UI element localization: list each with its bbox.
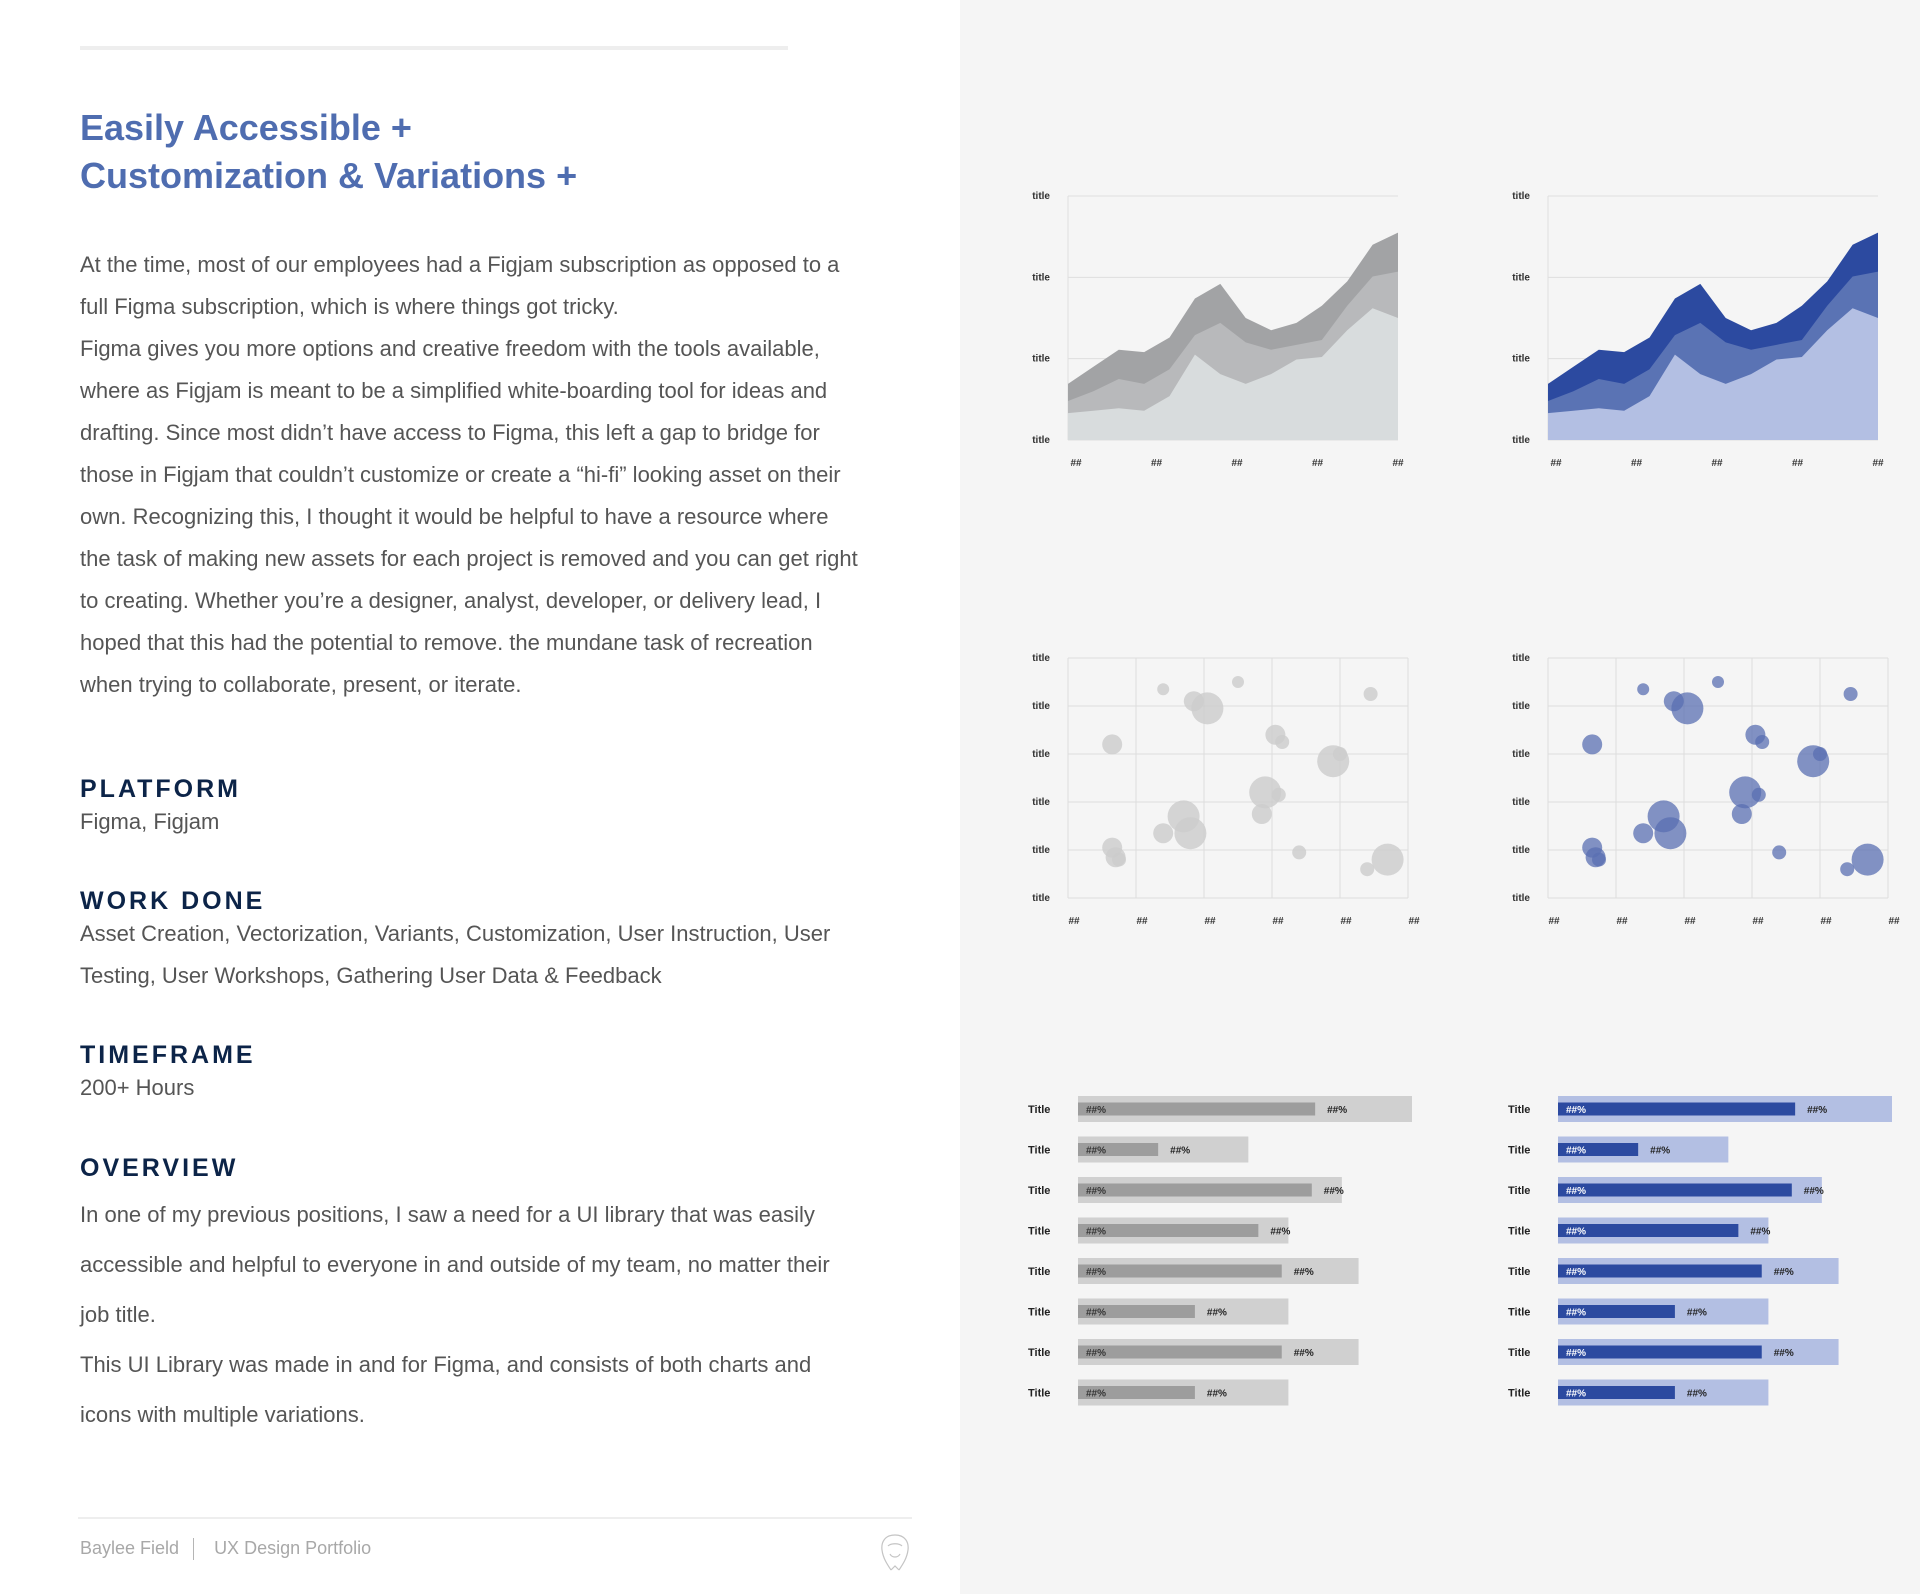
bar-inner-label: ##%: [1086, 1307, 1107, 1319]
bar-outer-label: ##%: [1773, 1267, 1794, 1278]
bar-value: [1558, 1103, 1795, 1116]
y-tick-label: title: [1512, 191, 1530, 202]
footer: [80, 1536, 371, 1560]
bar-outer-label: ##%: [1650, 1145, 1671, 1157]
bar-value: [1558, 1184, 1792, 1197]
bar-outer-label: ##%: [1686, 1307, 1707, 1319]
bubble: [1102, 734, 1122, 754]
bar-inner-label: ##%: [1566, 1186, 1587, 1197]
x-tick-label: ##: [1630, 458, 1643, 469]
bar-category-label: Title: [1028, 1387, 1051, 1400]
y-tick-label: title: [1032, 272, 1050, 284]
bar-category-label: Title: [1028, 1347, 1051, 1359]
bubble: [1852, 844, 1884, 876]
y-tick-label: title: [1512, 272, 1530, 284]
bubble: [1174, 817, 1206, 849]
bar-outer-label: ##%: [1206, 1388, 1227, 1400]
x-tick-label: ##: [1231, 458, 1243, 469]
bubble: [1272, 788, 1286, 802]
x-tick-label: ##: [1548, 916, 1560, 927]
bubble: [1232, 676, 1244, 688]
footer-name: Baylee Field: [80, 1538, 180, 1558]
bar-value: [1078, 1103, 1315, 1116]
bar-value: [1078, 1265, 1282, 1278]
y-tick-label: title: [1512, 749, 1530, 760]
title-line-2: Customization & Variations +: [80, 155, 578, 196]
bubble: [1582, 734, 1602, 754]
y-tick-label: title: [1032, 435, 1050, 446]
title-line-1: Easily Accessible +: [80, 107, 412, 148]
bubble: [1772, 845, 1786, 859]
bar-inner-label: ##%: [1086, 1105, 1107, 1116]
bubble: [1275, 735, 1289, 749]
y-tick-label: title: [1512, 653, 1530, 664]
y-tick-label: title: [1512, 893, 1530, 904]
bubble: [1732, 804, 1752, 824]
bar-outer-label: ##%: [1323, 1186, 1344, 1197]
y-tick-label: title: [1512, 435, 1530, 446]
bar-category-label: Title: [1028, 1185, 1051, 1197]
bar-inner-label: ##%: [1566, 1226, 1587, 1238]
bubble: [1755, 735, 1769, 749]
bar-inner-label: ##%: [1566, 1348, 1587, 1359]
x-tick-label: ##: [1616, 916, 1628, 927]
bar-category-label: Title: [1508, 1104, 1531, 1116]
bar-value: [1078, 1346, 1282, 1359]
bar-inner-label: ##%: [1566, 1145, 1587, 1157]
bubble: [1191, 692, 1223, 724]
bar-value: [1558, 1265, 1762, 1278]
bar-category-label: Title: [1508, 1144, 1531, 1157]
bubble: [1153, 823, 1173, 843]
bar-outer-label: ##%: [1170, 1145, 1191, 1157]
bubble: [1671, 692, 1703, 724]
bubble: [1592, 853, 1606, 867]
bar-outer-label: ##%: [1293, 1267, 1314, 1278]
y-tick-label: title: [1032, 191, 1050, 202]
overview-paragraph-2: This UI Library was made in and for Figma, and consists of both charts and icons with multiple variations.: [80, 1352, 812, 1427]
bar-outer-label: ##%: [1803, 1186, 1824, 1197]
bar-category-label: Title: [1508, 1387, 1531, 1400]
bar-inner-label: ##%: [1086, 1145, 1107, 1157]
bar-category-label: Title: [1508, 1185, 1531, 1197]
bar-inner-label: ##%: [1086, 1186, 1107, 1197]
y-tick-label: title: [1512, 845, 1530, 856]
x-tick-label: ##: [1272, 916, 1284, 927]
bubble: [1252, 804, 1272, 824]
intro-text: [80, 244, 860, 706]
overview-heading: OVERVIEW: [80, 1154, 239, 1182]
y-tick-label: title: [1512, 797, 1530, 808]
intro-paragraph-1: At the time, most of our employees had a Figjam subscription as opposed to a full Figma subscription, which is where things got tricky.: [80, 252, 840, 319]
y-tick-label: title: [1512, 353, 1530, 365]
x-tick-label: ##: [1684, 916, 1696, 927]
bubble: [1360, 862, 1374, 876]
platform-value: Figma, Figjam: [80, 809, 220, 834]
top-divider: [80, 46, 788, 50]
bubble: [1844, 687, 1858, 701]
bar-inner-label: ##%: [1086, 1348, 1107, 1359]
bubble: [1333, 747, 1347, 761]
bubble: [1364, 687, 1378, 701]
bar-category-label: Title: [1508, 1225, 1531, 1238]
bubble: [1752, 788, 1766, 802]
footer-divider: [78, 1517, 912, 1519]
y-tick-label: title: [1032, 749, 1050, 760]
bar-category-label: Title: [1028, 1306, 1051, 1319]
overview-text: [80, 1190, 860, 1440]
bubble: [1712, 676, 1724, 688]
logo-icon: [878, 1532, 912, 1574]
work-done-heading: WORK DONE: [80, 887, 266, 915]
bar-inner-label: ##%: [1086, 1388, 1107, 1400]
bar-category-label: Title: [1508, 1306, 1531, 1319]
bar-category-label: Title: [1028, 1225, 1051, 1238]
intro-paragraph-2: Figma gives you more options and creative freedom with the tools available, where as Figjam is meant to be a simplified white-boarding tool for ideas and drafting. Since most didn’t have access to Figma, this left a gap to bridge for those in Figjam that couldn’t customize or create a “hi-fi” looking asset on their own. Recognizing this, I thought it would be helpful to have a resource where the task of making new assets for each project is removed and you can get right to creating. Whether you’re a designer, analyst, developer, or delivery lead, I hoped that this had the potential to remove. the mundane task of recreation when trying to collaborate, present, or iterate.: [80, 336, 858, 697]
y-tick-label: title: [1032, 701, 1050, 712]
y-tick-label: title: [1512, 701, 1530, 712]
y-tick-label: title: [1032, 797, 1050, 808]
x-tick-label: ##: [1820, 916, 1832, 927]
bar-inner-label: ##%: [1566, 1267, 1587, 1278]
footer-subtitle: UX Design Portfolio: [214, 1538, 372, 1558]
x-tick-label: ##: [1711, 458, 1723, 469]
bubble: [1654, 817, 1686, 849]
bubble: [1633, 823, 1653, 843]
bubble: [1372, 844, 1404, 876]
y-tick-label: title: [1032, 845, 1050, 856]
bar-inner-label: ##%: [1566, 1307, 1587, 1319]
x-tick-label: ##: [1068, 916, 1080, 927]
x-tick-label: ##: [1204, 916, 1216, 927]
x-tick-label: ##: [1150, 458, 1163, 469]
work-done-value: Asset Creation, Vectorization, Variants, Customization, User Instruction, User Testing, User Workshops, Gathering User Data & Feedback: [80, 921, 831, 988]
bar-outer-label: ##%: [1686, 1388, 1707, 1400]
x-tick-label: ##: [1392, 458, 1404, 469]
bar-value: [1558, 1346, 1762, 1359]
bubble: [1637, 683, 1649, 695]
x-tick-label: ##: [1408, 916, 1420, 927]
x-tick-label: ##: [1752, 916, 1764, 927]
bar-outer-label: ##%: [1773, 1348, 1794, 1359]
bar-inner-label: ##%: [1566, 1388, 1587, 1400]
bubble: [1112, 853, 1126, 867]
bar-inner-label: ##%: [1566, 1105, 1587, 1116]
timeframe-value: 200+ Hours: [80, 1075, 195, 1100]
bar-outer-label: ##%: [1270, 1226, 1291, 1238]
platform-heading: PLATFORM: [80, 775, 242, 803]
bubble: [1157, 683, 1169, 695]
page-title: [80, 104, 577, 200]
bar-category-label: Title: [1508, 1266, 1531, 1278]
x-tick-label: ##: [1550, 458, 1562, 469]
x-tick-label: ##: [1136, 916, 1148, 927]
bar-chart-blue: [1440, 1080, 1920, 1420]
y-tick-label: title: [1032, 653, 1050, 664]
bar-category-label: Title: [1028, 1266, 1051, 1278]
bubble-chart-gray: [960, 600, 1440, 960]
bar-category-label: Title: [1028, 1104, 1051, 1116]
area-chart-gray: [960, 0, 1440, 500]
bar-outer-label: ##%: [1327, 1105, 1348, 1116]
y-tick-label: title: [1032, 353, 1050, 365]
bubble-chart-blue: [1440, 600, 1920, 960]
footer-separator: [193, 1538, 194, 1560]
timeframe-heading: TIMEFRAME: [80, 1041, 256, 1069]
bar-outer-label: ##%: [1807, 1105, 1828, 1116]
bar-category-label: Title: [1508, 1347, 1531, 1359]
bar-inner-label: ##%: [1086, 1267, 1107, 1278]
bubble: [1840, 862, 1854, 876]
x-tick-label: ##: [1311, 458, 1324, 469]
bubble: [1292, 845, 1306, 859]
x-tick-label: ##: [1888, 916, 1900, 927]
y-tick-label: title: [1032, 893, 1050, 904]
bar-inner-label: ##%: [1086, 1226, 1107, 1238]
overview-paragraph-1: In one of my previous positions, I saw a need for a UI library that was easily accessible and helpful to everyone in and outside of my team, no matter their job title.: [80, 1202, 830, 1327]
x-tick-label: ##: [1791, 458, 1804, 469]
bar-outer-label: ##%: [1750, 1226, 1771, 1238]
bar-outer-label: ##%: [1206, 1307, 1227, 1319]
x-tick-label: ##: [1070, 458, 1082, 469]
bar-outer-label: ##%: [1293, 1348, 1314, 1359]
chart-panel: [960, 0, 1920, 1594]
bubble: [1813, 747, 1827, 761]
bar-value: [1078, 1184, 1312, 1197]
area-chart-blue: [1440, 0, 1920, 500]
bar-category-label: Title: [1028, 1144, 1051, 1157]
x-tick-label: ##: [1340, 916, 1352, 927]
bar-chart-gray: [960, 1080, 1440, 1420]
x-tick-label: ##: [1872, 458, 1884, 469]
